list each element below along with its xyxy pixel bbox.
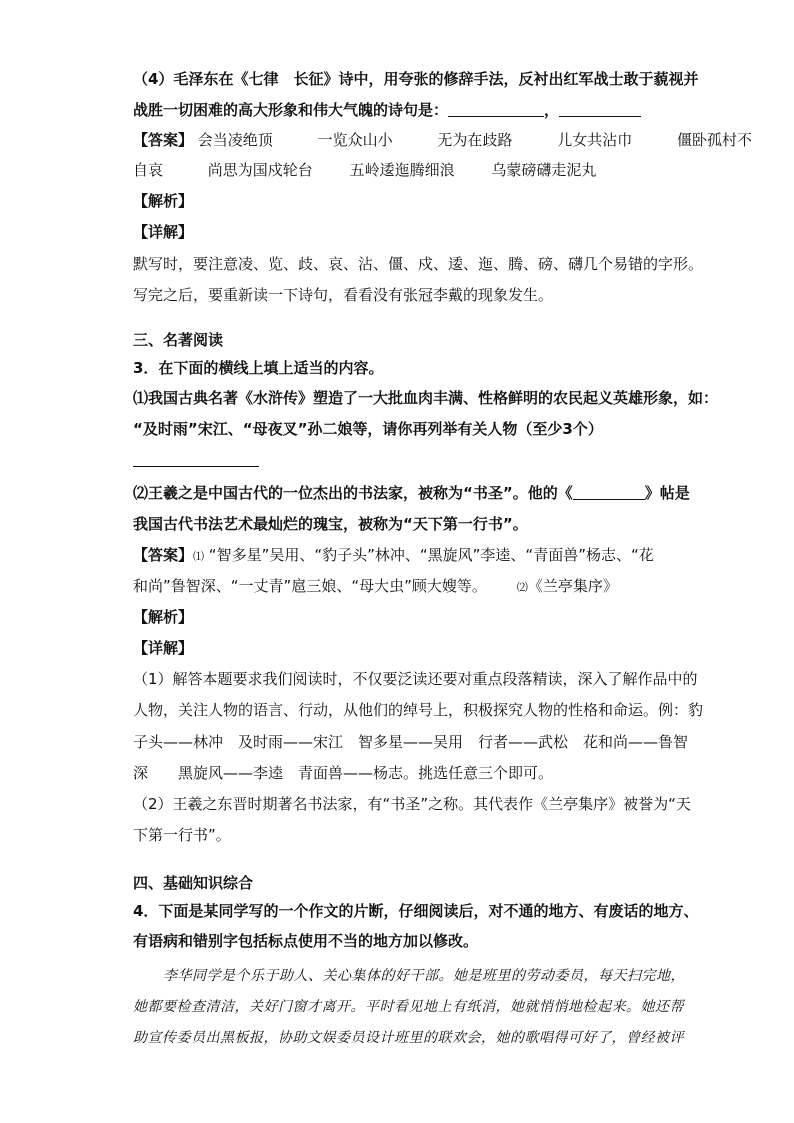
section3-analysis-label: 【解析】 <box>133 608 194 626</box>
answer-item: 僵卧孤村不 <box>676 131 752 149</box>
answer-text: 《兰亭集序》 <box>527 577 618 595</box>
section3-p2-line1 <box>133 483 690 503</box>
essay-line: 她都要检查清洁，关好门窗才离开。平时看见地上有纸消，她就悄悄地检起来。她还帮 <box>133 999 684 1015</box>
section3-blank-2[interactable] <box>573 483 645 500</box>
section4-question-line1: 4．下面是某同学写的一个作文的片断，仔细阅读后，对不通的地方、有废话的地方、 <box>133 902 699 920</box>
answer-item: 尚思为国戍轮台 <box>207 161 313 179</box>
q4-blank-2[interactable] <box>559 100 641 117</box>
q4-detail-label: 【详解】 <box>133 223 194 241</box>
q4-detail-line1: 默写时，要注意凌、览、歧、哀、沾、僵、戍、逶、迤、腾、磅、礴几个易错的字形。 <box>133 255 704 273</box>
section3-answer-line1 <box>133 545 654 567</box>
section3-p2-text-a: ⑵王羲之是中国古代的一位杰出的书法家，被称为“书圣”。他的《 <box>133 484 573 502</box>
essay-line: 李华同学是个乐于助人、关心集体的好干部。她是班里的劳动委员，每天扫完地， <box>163 968 685 984</box>
q4-blank-1[interactable] <box>448 100 544 117</box>
answer-item: 无为在歧路 <box>437 131 513 149</box>
section3-detail-line: （2）王羲之东晋时期著名书法家，有“书圣”之称。其代表作《兰亭集序》被誉为“天 <box>133 795 691 813</box>
section3-p1-line2: “及时雨”宋江、“母夜叉”孙二娘等，请你再列举有关人物（至少3个） <box>133 420 603 438</box>
q4-line2-text: 战胜一切困难的高大形象和伟大气魄的诗句是： <box>133 101 449 119</box>
answer-item: 会当凌绝顶 <box>197 131 273 149</box>
answer-item: 五岭逶迤腾细浪 <box>349 161 455 179</box>
section3-detail-line: 人物，关注人物的语言、行动，从他们的绰号上，积极探究人物的性格和命运。例：豹 <box>133 701 704 719</box>
section3-detail-line: 子头——林冲 及时雨——宋江 智多星——吴用 行者——武松 花和尚——鲁智 <box>133 733 689 751</box>
q4-analysis-label: 【解析】 <box>133 192 194 210</box>
section3-detail-line: 深 黑旋风——李逵 青面兽——杨志。挑选任意三个即可。 <box>133 764 554 782</box>
section4-heading: 四、基础知识综合 <box>133 874 254 892</box>
section3-detail-label: 【详解】 <box>133 639 194 657</box>
answer-item: 自哀 <box>133 161 164 179</box>
section3-question: 3．在下面的横线上填上适当的内容。 <box>133 359 384 377</box>
essay-line: 助宣传委员出黑板报，协助文娱委员设计班里的联欢会，她的歌唱得可好了，曾经被评 <box>133 1030 684 1046</box>
answer-label: 【答案】 <box>133 546 194 564</box>
section3-heading: 三、名著阅读 <box>133 331 224 349</box>
answer-item: 一览众山小 <box>317 131 393 149</box>
q4-line1: （4）毛泽东在《七律 长征》诗中，用夸张的修辞手法，反衬出红军战士敢于藐视并 <box>133 70 699 88</box>
section4-question-line2: 有语病和错别字包括标点使用不当的地方加以修改。 <box>133 932 479 950</box>
answer-text: 和尚”鲁智深、“一丈青”扈三娘、“母大虫”顾大嫂等。 <box>133 577 487 595</box>
section3-answer-line2 <box>133 576 618 598</box>
answer-num: ⑵ <box>516 581 528 594</box>
section3-detail-line: 下第一行书”。 <box>133 826 231 844</box>
q4-answer-row2 <box>133 160 596 180</box>
answer-item: 乌蒙磅礴走泥丸 <box>491 161 597 179</box>
answer-text: “智多星”吴用、“豹子头”林冲、“黑旋风”李逵、“青面兽”杨志、“花 <box>208 546 654 564</box>
q4-comma: ， <box>544 101 560 119</box>
q4-line2 <box>133 100 641 120</box>
section3-p2-line2: 我国古代书法艺术最灿烂的瑰宝，被称为“天下第一行书”。 <box>133 515 528 533</box>
section3-p1-line1: ⑴我国古典名著《水浒传》塑造了一大批血肉丰满、性格鲜明的农民起义英雄形象，如： <box>133 389 719 407</box>
section3-answer-blank[interactable] <box>133 466 259 467</box>
answer-item: 儿女共沾巾 <box>557 131 633 149</box>
answer-label: 【答案】 <box>133 131 194 149</box>
answer-num: ⑴ <box>193 550 205 563</box>
section3-p2-text-b: 》帖是 <box>644 484 690 502</box>
section3-detail-line: （1）解答本题要求我们阅读时，不仅要泛读还要对重点段落精读，深入了解作品中的 <box>133 670 698 688</box>
q4-detail-line2: 写完之后，要重新读一下诗句，看看没有张冠李戴的现象发生。 <box>133 286 554 304</box>
q4-answer-row1 <box>133 130 752 150</box>
